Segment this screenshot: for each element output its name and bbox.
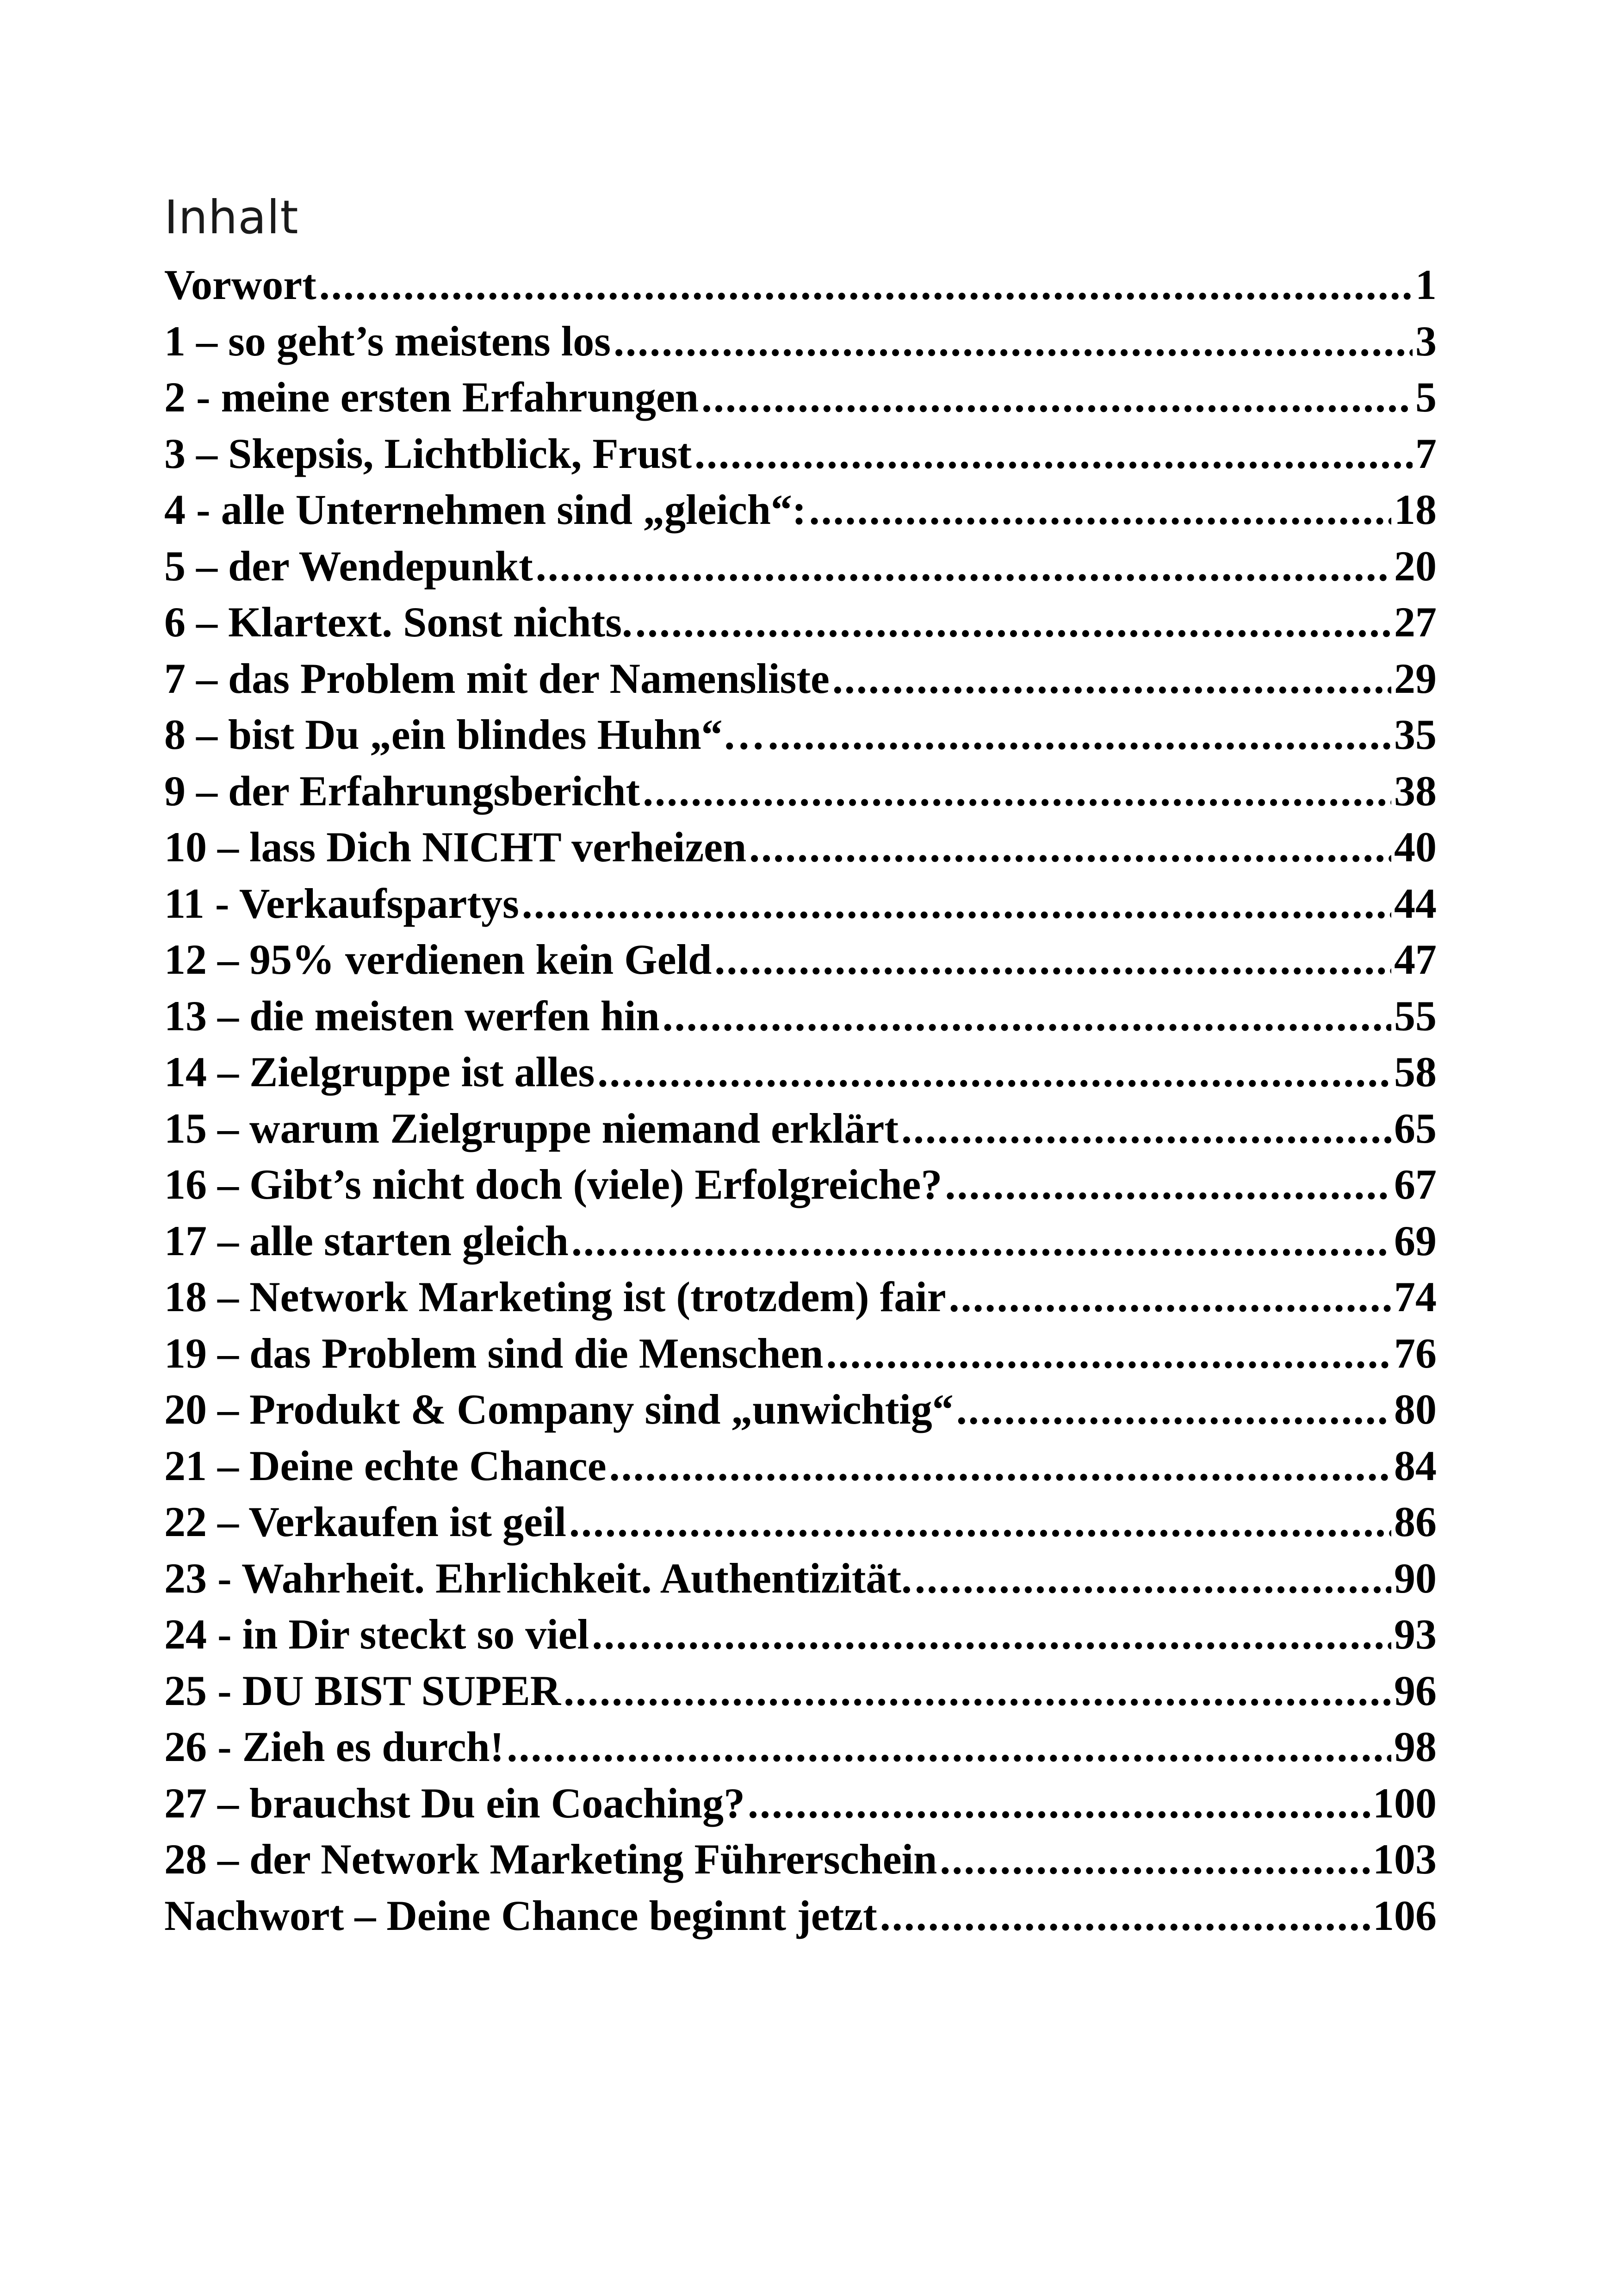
toc-entry-page-number: 65 [1394,1104,1437,1152]
toc-entry[interactable] [164,1494,1437,1550]
toc-entry-page-number: 58 [1394,1048,1437,1095]
toc-dot-leader [609,1438,1391,1494]
toc-entry-page-number: 86 [1394,1498,1437,1545]
toc-dot-leader [694,426,1413,482]
toc-entry-title: Nachwort – Deine Chance beginnt jetzt [164,1892,877,1939]
toc-dot-leader [597,1044,1391,1101]
toc-entry-page-number: 3 [1415,317,1437,365]
toc-entry[interactable] [164,369,1437,426]
toc-dot-leader [915,1550,1391,1607]
toc-entry-page-number: 93 [1394,1611,1437,1658]
toc-entry-title: 8 – bist Du „ein blindes Huhn“… [164,711,765,758]
toc-dot-leader [956,1381,1391,1438]
toc-entry-title: 20 – Produkt & Company sind „unwichtig“ [164,1386,954,1433]
toc-entry-title: 7 – das Problem mit der Namensliste [164,654,830,702]
toc-dot-leader [749,819,1391,876]
toc-entry[interactable] [164,763,1437,820]
toc-dot-leader [901,1101,1391,1157]
toc-entry[interactable] [164,1606,1437,1663]
toc-entry-title: 3 – Skepsis, Lichtblick, Frust [164,429,692,477]
toc-dot-leader [701,369,1413,426]
toc-dot-leader [809,482,1391,538]
toc-entry[interactable] [164,988,1437,1045]
toc-entry[interactable] [164,932,1437,988]
toc-entry-page-number: 67 [1394,1161,1437,1208]
toc-entry[interactable] [164,1663,1437,1719]
toc-entry-title: Vorwort [164,261,316,308]
toc-entry[interactable] [164,1438,1437,1494]
toc-entry-title: 11 - Verkaufspartys [164,879,519,927]
toc-entry-page-number: 47 [1394,936,1437,983]
toc-entry[interactable] [164,1325,1437,1382]
toc-dot-leader [507,1719,1391,1775]
toc-dot-leader [571,1213,1391,1269]
toc-entry-title: 1 – so geht’s meistens los [164,317,611,365]
toc-entry[interactable] [164,313,1437,370]
toc-entry-title: 23 - Wahrheit. Ehrlichkeit. Authentizität. [164,1554,912,1602]
toc-entry-page-number: 80 [1394,1386,1437,1433]
toc-dot-leader [643,763,1391,820]
toc-entry-page-number: 74 [1394,1273,1437,1320]
toc-dot-leader [832,651,1391,707]
toc-entry[interactable] [164,1550,1437,1607]
toc-entry-page-number: 38 [1394,767,1437,815]
toc-entry-page-number: 90 [1394,1554,1437,1602]
toc-dot-leader [748,1775,1370,1832]
toc-entry-page-number: 18 [1394,486,1437,533]
toc-dot-leader [768,707,1391,763]
toc-entry[interactable] [164,1213,1437,1269]
toc-entry-title: 16 – Gibt’s nicht doch (viele) Erfolgreiche? [164,1161,942,1208]
toc-entry-page-number: 98 [1394,1723,1437,1770]
toc-entry-page-number: 35 [1394,711,1437,758]
toc-entry-title: 26 - Zieh es durch! [164,1723,504,1770]
toc-entry-title: 25 - DU BIST SUPER [164,1667,561,1714]
toc-entry[interactable] [164,819,1437,876]
toc-entry-title: 14 – Zielgruppe ist alles [164,1048,595,1095]
toc-dot-leader [826,1325,1391,1382]
toc-entry-title: 9 – der Erfahrungsbericht [164,767,640,815]
toc-entry[interactable] [164,1269,1437,1325]
toc-dot-leader [880,1888,1370,1944]
toc-entry[interactable] [164,1044,1437,1101]
toc-entry-title: 27 – brauchst Du ein Coaching? [164,1779,745,1827]
toc-dot-leader [522,876,1391,932]
toc-entry-title: 17 – alle starten gleich [164,1217,569,1264]
toc-entry-title: 2 - meine ersten Erfahrungen [164,373,699,421]
toc-entry-page-number: 5 [1415,373,1437,421]
toc-entry[interactable] [164,1719,1437,1775]
toc-entry-title: 5 – der Wendepunkt [164,542,533,590]
toc-dot-leader [663,988,1391,1045]
toc-entry-title: 21 – Deine echte Chance [164,1442,607,1489]
toc-entry-title: 22 – Verkaufen ist geil [164,1498,566,1545]
toc-entry-page-number: 69 [1394,1217,1437,1264]
toc-dot-leader [536,538,1391,595]
toc-entry[interactable] [164,482,1437,538]
toc-entry-page-number: 76 [1394,1329,1437,1377]
toc-dot-leader [614,313,1413,370]
toc-entry-page-number: 103 [1373,1836,1437,1883]
toc-entry[interactable] [164,538,1437,595]
toc-entry[interactable] [164,594,1437,651]
toc-entry[interactable] [164,1775,1437,1832]
toc-entry-page-number: 27 [1394,598,1437,646]
toc-dot-leader [319,257,1413,313]
toc-entry-page-number: 55 [1394,992,1437,1039]
toc-entry-title: 19 – das Problem sind die Menschen [164,1329,824,1377]
toc-entry-title: 6 – Klartext. Sonst nichts. [164,598,632,646]
toc-entry[interactable] [164,876,1437,932]
toc-entry-title: 10 – lass Dich NICHT verheizen [164,823,747,871]
toc-entry[interactable] [164,1157,1437,1213]
table-of-contents [164,257,1437,1944]
toc-dot-leader [564,1663,1391,1719]
toc-entry-title: 24 - in Dir steckt so viel [164,1611,589,1658]
toc-entry[interactable] [164,707,1437,763]
toc-entry-page-number: 29 [1394,654,1437,702]
toc-entry-page-number: 7 [1415,429,1437,477]
toc-dot-leader [635,594,1391,651]
toc-entry-title: 12 – 95% verdienen kein Geld [164,936,712,983]
toc-entry-title: 4 - alle Unternehmen sind „gleich“: [164,486,806,533]
toc-entry[interactable] [164,651,1437,707]
toc-entry-page-number: 100 [1373,1779,1437,1827]
toc-entry[interactable] [164,1888,1437,1944]
toc-entry[interactable] [164,257,1437,313]
toc-entry-page-number: 20 [1394,542,1437,590]
toc-entry-title: 13 – die meisten werfen hin [164,992,660,1039]
toc-entry-page-number: 40 [1394,823,1437,871]
toc-entry-title: 15 – warum Zielgruppe niemand erklärt [164,1104,899,1152]
toc-entry[interactable] [164,1381,1437,1438]
toc-dot-leader [949,1269,1391,1325]
toc-entry-title: 28 – der Network Marketing Führerschein [164,1836,937,1883]
toc-entry[interactable] [164,1831,1437,1888]
toc-entry-title: 18 – Network Marketing ist (trotzdem) fair [164,1273,946,1320]
toc-heading: Inhalt [164,190,299,244]
toc-entry-page-number: 106 [1373,1892,1437,1939]
toc-entry[interactable] [164,1101,1437,1157]
toc-dot-leader [592,1606,1391,1663]
toc-dot-leader [940,1831,1370,1888]
toc-entry-page-number: 84 [1394,1442,1437,1489]
toc-dot-leader [714,932,1391,988]
toc-entry-page-number: 44 [1394,879,1437,927]
toc-entry-page-number: 96 [1394,1667,1437,1714]
toc-dot-leader [945,1157,1391,1213]
toc-entry[interactable] [164,426,1437,482]
toc-dot-leader [569,1494,1391,1550]
toc-entry-page-number: 1 [1415,261,1437,308]
